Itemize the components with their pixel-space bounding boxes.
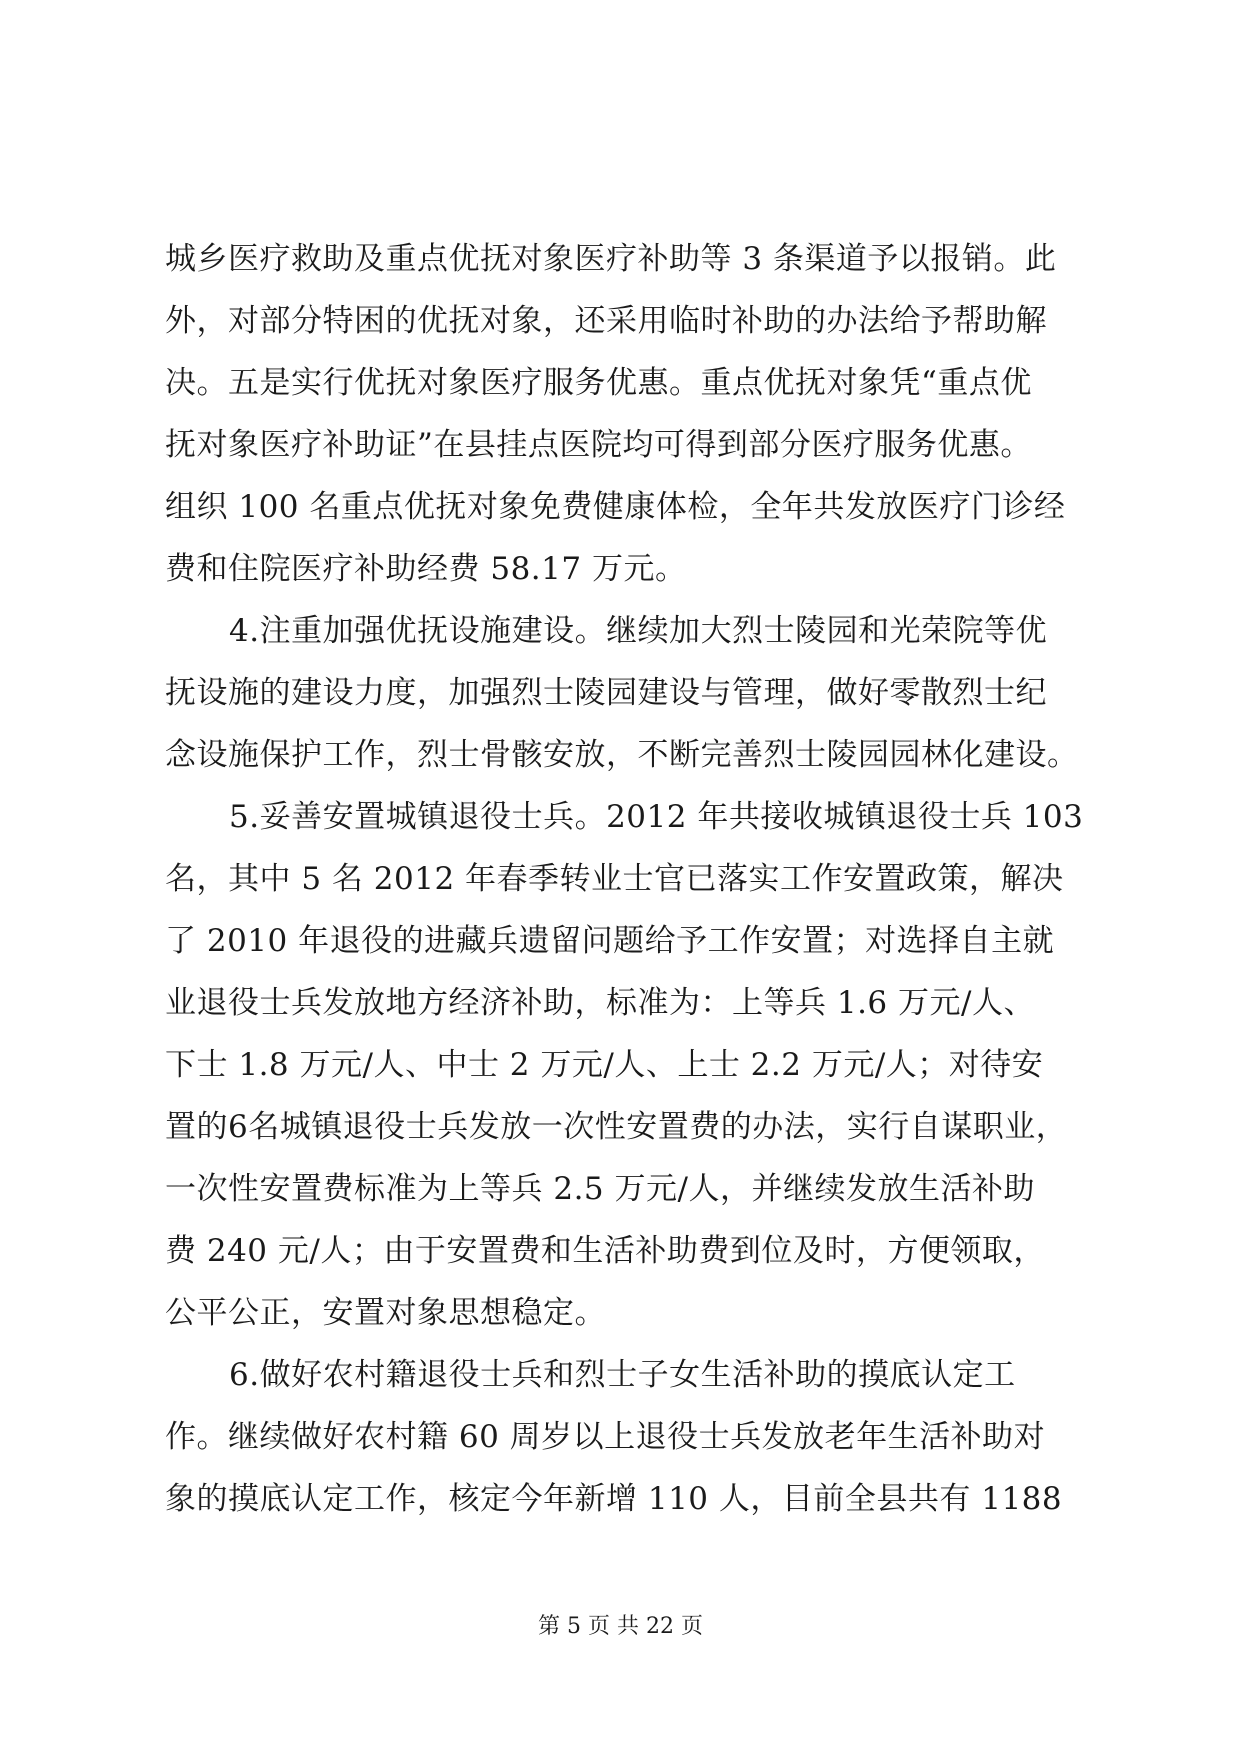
text-line: 下士 1.8 万元/人、中士 2 万元/人、上士 2.2 万元/人；对待安 [165, 1047, 1044, 1083]
text-line: 业退役士兵发放地方经济补助，标准为：上等兵 1.6 万元/人、 [165, 985, 1035, 1021]
text-line: 名，其中 5 名 2012 年春季转业士官已落实工作安置政策，解决 [165, 861, 1064, 897]
document-body [165, 228, 1085, 1530]
text-line: 了 2010 年退役的进藏兵遗留问题给予工作安置；对选择自主就 [165, 923, 1055, 959]
text-line: 外，对部分特困的优抚对象，还采用临时补助的办法给予帮助解 [165, 303, 1047, 339]
text-line: 一次性安置费标准为上等兵 2.5 万元/人，并继续发放生活补助 [165, 1171, 1035, 1207]
text-line: 决。五是实行优抚对象医疗服务优惠。重点优抚对象凭“重点优 [165, 365, 1032, 401]
text-line: 抚设施的建设力度，加强烈士陵园建设与管理，做好零散烈士纪 [165, 675, 1047, 711]
paragraph-start-line: 4.注重加强优抚设施建设。继续加大烈士陵园和光荣院等优 [229, 613, 1048, 649]
text-line: 费 240 元/人；由于安置费和生活补助费到位及时，方便领取， [165, 1233, 1045, 1269]
text-line: 抚对象医疗补助证”在县挂点医院均可得到部分医疗服务优惠。 [165, 427, 1032, 463]
text-line: 念设施保护工作，烈士骨骸安放，不断完善烈士陵园园林化建设。 [165, 737, 1079, 773]
text-line: 置的6名城镇退役士兵发放一次性安置费的办法，实行自谋职业， [165, 1109, 1068, 1145]
text-line: 象的摸底认定工作，核定今年新增 110 人，目前全县共有 1188 [165, 1481, 1063, 1517]
text-line: 费和住院医疗补助经费 58.17 万元。 [165, 551, 687, 587]
text-line: 作。继续做好农村籍 60 周岁以上退役士兵发放老年生活补助对 [165, 1419, 1046, 1455]
paragraph-start-line: 5.妥善安置城镇退役士兵。2012 年共接收城镇退役士兵 103 [229, 799, 1084, 835]
text-line: 城乡医疗救助及重点优抚对象医疗补助等 3 条渠道予以报销。此 [165, 241, 1057, 277]
paragraph-start-line: 6.做好农村籍退役士兵和烈士子女生活补助的摸底认定工 [229, 1357, 1016, 1393]
text-line: 组织 100 名重点优抚对象免费健康体检，全年共发放医疗门诊经 [165, 489, 1066, 525]
text-line: 公平公正，安置对象思想稳定。 [165, 1295, 606, 1331]
page-number-footer: 第 5 页 共 22 页 [538, 1614, 703, 1639]
